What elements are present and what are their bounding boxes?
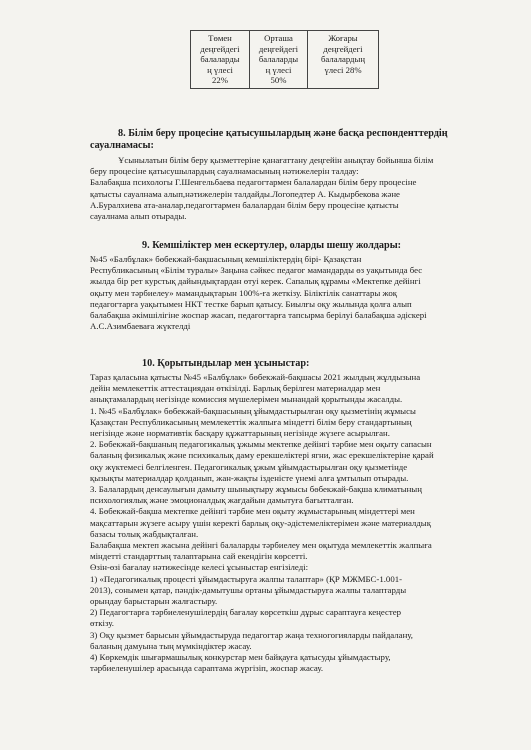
- cell-line: деңгейдегі: [258, 43, 299, 54]
- text-line: орындау барыстарын жалғастыру.: [90, 596, 218, 607]
- text-line: 3. Балалардың денсаулығын дамыту шынықтыру жұмысы бөбекжай-бақша климатының: [90, 484, 422, 495]
- text-line: өткізу.: [90, 618, 114, 629]
- text-line: негізінде және нормативтік басқару құжаттарының негізінде жүзеге асырылған.: [90, 428, 390, 439]
- title-line: 8. Білім беру процесіне қатысушылардың және басқа респонденттердің: [118, 128, 448, 139]
- results-table: [190, 30, 379, 89]
- cell-line: 22%: [212, 75, 228, 86]
- text-line: 1) «Педагогикалық процесті ұйымдастыруға жалпы талаптар» (ҚР МЖМБС-1.001-: [90, 573, 403, 584]
- text-line: міндетті стандарттың талаптарына сай екендігін көрсетті.: [90, 551, 308, 562]
- table-cell-high: [308, 31, 379, 89]
- table-cell-medium: [250, 31, 308, 89]
- cell-line: 50%: [270, 75, 287, 86]
- text-line: анықтамалардың негізінде комиссия мүшелерімен мынандай қорытынды жасалды.: [90, 394, 403, 405]
- text-line: Тараз қаласына қатысты №45 «Балбұлак» бөбекжай-бақшасы 2021 жылдың жұлдызына: [90, 372, 421, 382]
- cell-line: ң үлесі: [265, 64, 292, 75]
- text-line: Ұсынылатын білім беру қызметтеріне қанағаттану деңгейін анықтау бойынша білім: [118, 155, 434, 165]
- text-line: 4. Бөбекжай-бақша мектепке дейінгі тәрбие мен оқыту жұмыстарының міндеттері мен: [90, 506, 415, 517]
- cell-line: балаларды: [200, 54, 240, 65]
- cell-line: үлесі 28%: [324, 64, 362, 75]
- text-line: баланың физикалық және психикалық даму ерекшеліктері ягни, жас ерекшеліктеріне қарай: [90, 450, 434, 461]
- section-9-body: [90, 254, 490, 332]
- table-cell-low: [191, 31, 250, 89]
- section-8-title: [90, 128, 498, 152]
- cell-line: балаларды: [258, 54, 299, 65]
- cell-line: деңгейдегі: [200, 43, 240, 54]
- text-line: 4) Көркемдік шығармашылық конкурстар мен байқауға қатысуды ұйымдастыру,: [90, 652, 391, 663]
- text-line: оқыту мен тәрбиелеу» мамандықтарын 100%-ға жеткізу. Біліктілік санаттары жоқ: [90, 287, 397, 298]
- text-line: оқу жүктемесі белгіленген. Педагогикалық ұжым ұйымдастырылған оқу қызметінде: [90, 461, 408, 472]
- section-8-body: [90, 155, 490, 222]
- text-line: психологиялық және эмоционалдық жағдайын дамытуға бағытталған.: [90, 495, 354, 506]
- text-line: Балабақша психологы Г.Шенгельбаева педагогтармен балалардан білім беру процесіне: [90, 177, 417, 188]
- text-line: баланың дамуына тың мүмкіндіктер жасау.: [90, 640, 252, 651]
- text-line: 2) Педагогтарға тәрбиеленушілердің бағалау көрсеткіш дұрыс сараптауға кеңестер: [90, 607, 402, 618]
- text-line: сауалнама алып отырады.: [90, 211, 187, 222]
- text-line: Қазақстан Республикасының мемлекеттік жалпыға міндетті білім беру стандартының: [90, 416, 412, 427]
- cell-line: ң үлесі: [207, 64, 233, 75]
- text-line: 2013), сонымен қатар, пәндік-дамытушы ортаны ұйымдастыруға жалпы талаптарды: [90, 584, 407, 595]
- text-line: Өзін-өзі бағалау нәтижесінде келесі ұсыныстар енгізіледі:: [90, 562, 309, 573]
- text-line: педагогтарға уақытымен НКТ тестке барып қатысу. Биылғы оқу жылында қолға алып: [90, 298, 412, 309]
- text-line: А.Буралхиева ата-аналар,педагогтармен балалардан білім беру процесіне қатысты: [90, 199, 399, 210]
- text-line: қызықты материалдар қолданып, жан-жақты ізденісте үнемі алға ұмтылып отырады.: [90, 472, 409, 483]
- text-line: 1. №45 «Балбұлак» бөбекжай-бақшасының ұйымдастырылған оқу қызметінің жұмысы: [90, 405, 416, 416]
- cell-line: деңгейдегі: [323, 43, 363, 54]
- title-line: сауалнамасы:: [90, 140, 154, 151]
- section-10-body: [90, 372, 490, 674]
- title-line: 9. Кемшіліктер мен ескертулер, оларды шешу жолдары:: [142, 240, 402, 251]
- text-line: Республикасының «Білім туралы» Заңына сәйкес педагог мамандарды өз уақытында бес: [90, 265, 423, 276]
- text-line: қатысты сауалнама алып,нәтижелерін талдайды.Логопедтер А. Кыдырбекова және: [90, 188, 400, 199]
- cell-line: Жоғары: [328, 33, 358, 43]
- cell-line: Төмен: [208, 33, 232, 43]
- title-line: 10. Қорытындылар мен ұсыныстар:: [142, 358, 310, 369]
- cell-line: балалардың: [321, 54, 365, 65]
- text-line: А.С.Азимбаеваға жүктелді: [90, 321, 191, 332]
- text-line: балабақша әкімшілігіне жоспар жасап, педагогтарға тапсырма берілуі балабақша әдіскері: [90, 310, 427, 321]
- text-line: тәрбиеленушілер арасында сараптама жүргізіп, жоспар жасау.: [90, 663, 324, 674]
- text-line: базасы толық жабдықталған.: [90, 528, 199, 539]
- section-10-title: [142, 358, 442, 370]
- text-line: жылда бір рет курстық дайындықтардан өтуі керек. Сапалық құрамы «Мектепке дейінгі: [90, 276, 421, 287]
- text-line: 2. Бөбекжай-бақшаның педагогикалық ұжымы мектепке дейінгі тәрбие мен оқыту сапасын: [90, 439, 432, 450]
- section-9-title: [142, 240, 502, 252]
- text-line: 3) Оқу қызмет барысын ұйымдастыруда педагогтар жаңа техногогияларды пайдалану,: [90, 629, 414, 640]
- text-line: мақсаттарын жүзеге асыру үшін керекті барлық оқу-әдістемеліктерімен және материалдық: [90, 517, 431, 528]
- cell-line: Орташа: [264, 33, 293, 43]
- text-line: Балабақша мектеп жасына дейінгі балаларды тәрбиелеу мен оқытуда мемлекеттік жалпыға: [90, 540, 432, 551]
- text-line: беру процесіне қатысушылардың сауалнамасының нәтижелерін талдау:: [90, 166, 359, 177]
- text-line: №45 «Балбұлак» бөбекжай-бақшасының кемшіліктердің бірі- Қазақстан: [90, 254, 362, 264]
- table-row: [191, 31, 379, 89]
- text-line: дейін мемлекеттік аттестациядан өткізілді. Барлық берілген материалдар мен: [90, 383, 381, 394]
